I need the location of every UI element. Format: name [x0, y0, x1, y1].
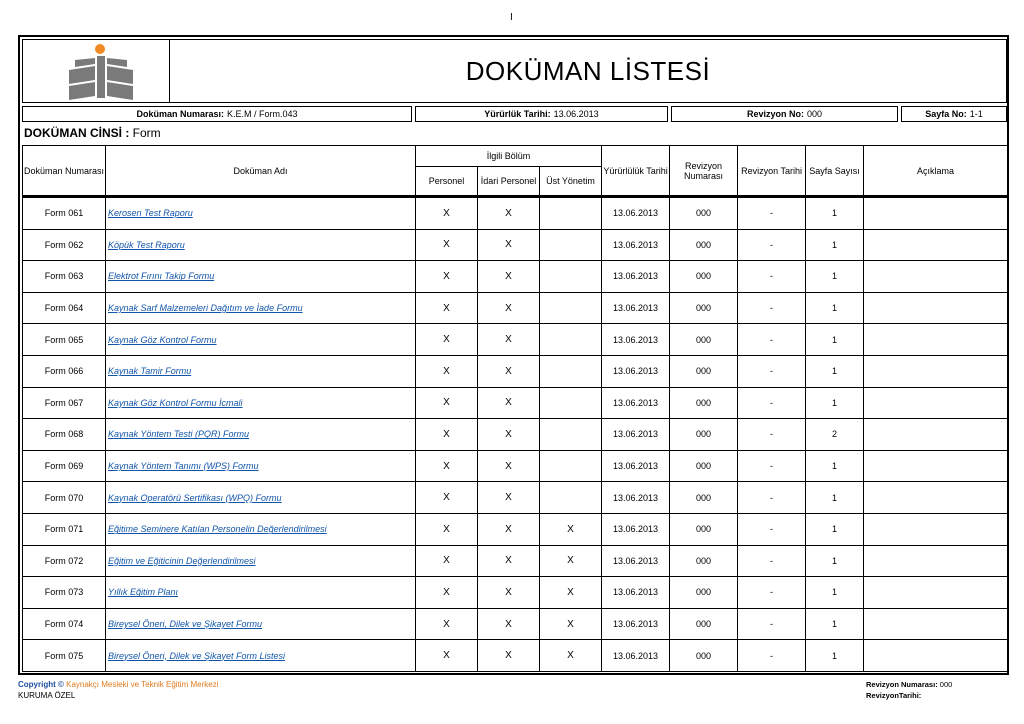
description-cell [864, 355, 1008, 387]
revision-date-cell: - [738, 545, 806, 577]
doc-number-cell: Form 065 [23, 324, 106, 356]
doc-type-value: Form [132, 126, 161, 140]
doc-name-cell [106, 419, 416, 451]
footer-revision-number-label: Revizyon Numarası: [866, 680, 938, 689]
doc-number-cell: Form 062 [23, 229, 106, 261]
admin-personnel-mark: X [478, 545, 540, 577]
table-row [23, 450, 1008, 482]
doc-number-cell [22, 106, 412, 122]
doc-number-value: K.E.M / Form.043 [227, 109, 298, 119]
doc-name-link[interactable]: Köpük Test Raporu [108, 239, 185, 250]
top-management-mark: X [540, 545, 602, 577]
doc-name-link[interactable]: Kerosen Test Raporu [108, 208, 193, 219]
revision-date-cell: - [738, 261, 806, 293]
page-count-cell: 1 [806, 608, 864, 640]
table-row [23, 577, 1008, 609]
doc-number-cell: Form 067 [23, 387, 106, 419]
table-row [23, 482, 1008, 514]
col-revision-no: Revizyon Numarası [670, 146, 738, 197]
revision-number-cell: 000 [670, 577, 738, 609]
footer-right [866, 679, 952, 701]
top-management-mark [540, 355, 602, 387]
logo [23, 40, 170, 102]
doc-name-cell [106, 355, 416, 387]
table-row [23, 261, 1008, 293]
revision-number-cell: 000 [670, 292, 738, 324]
effective-date-value: 13.06.2013 [553, 109, 599, 119]
personnel-mark: X [416, 482, 478, 514]
table-row [23, 419, 1008, 451]
effective-date-cell: 13.06.2013 [602, 419, 670, 451]
col-description: Açıklama [864, 146, 1008, 197]
doc-number-cell: Form 072 [23, 545, 106, 577]
doc-number-cell: Form 074 [23, 608, 106, 640]
col-doc-no: Doküman Numarası [23, 146, 106, 197]
col-personnel: Personel [416, 167, 478, 197]
table-row [23, 640, 1008, 672]
top-management-mark [540, 324, 602, 356]
doc-number-cell: Form 066 [23, 355, 106, 387]
description-cell [864, 640, 1008, 672]
admin-personnel-mark: X [478, 577, 540, 609]
revision-date-cell: - [738, 355, 806, 387]
description-cell [864, 577, 1008, 609]
doc-name-link[interactable]: Kaynak Yöntem Tanımı (WPS) Formu [108, 461, 259, 472]
personnel-mark: X [416, 640, 478, 672]
page-count-cell: 1 [806, 387, 864, 419]
admin-personnel-mark: X [478, 450, 540, 482]
copyright-label: Copyright © [18, 680, 64, 689]
page-count-cell: 1 [806, 197, 864, 230]
doc-name-cell [106, 450, 416, 482]
revision-number-cell: 000 [670, 513, 738, 545]
doc-name-link[interactable]: Kaynak Yöntem Testi (PQR) Formu [108, 429, 250, 440]
effective-date-cell: 13.06.2013 [602, 450, 670, 482]
description-cell [864, 324, 1008, 356]
revision-number-cell: 000 [670, 482, 738, 514]
top-management-mark [540, 482, 602, 514]
table-row [23, 197, 1008, 230]
revision-date-cell: - [738, 292, 806, 324]
page-count-cell: 1 [806, 292, 864, 324]
description-cell [864, 292, 1008, 324]
description-cell [864, 261, 1008, 293]
admin-personnel-mark: X [478, 482, 540, 514]
doc-name-link[interactable]: Eğitim ve Eğiticinin Değerlendirilmesi [108, 555, 256, 566]
table-row [23, 355, 1008, 387]
top-management-mark [540, 292, 602, 324]
revision-number-cell: 000 [670, 608, 738, 640]
revision-number-cell: 000 [670, 355, 738, 387]
revision-date-cell: - [738, 387, 806, 419]
doc-name-cell [106, 608, 416, 640]
effective-date-cell: 13.06.2013 [602, 355, 670, 387]
doc-name-link[interactable]: Elektrot Fırını Takip Formu [108, 271, 215, 282]
doc-name-cell [106, 229, 416, 261]
doc-name-cell [106, 640, 416, 672]
table-row [23, 229, 1008, 261]
organization-name: Kaynakçı Mesleki ve Teknik Eğitim Merkezi [66, 680, 219, 689]
col-doc-name: Doküman Adı [106, 146, 416, 197]
description-cell [864, 197, 1008, 230]
personnel-mark: X [416, 608, 478, 640]
effective-date-cell: 13.06.2013 [602, 292, 670, 324]
top-management-mark: X [540, 640, 602, 672]
revision-number-cell: 000 [670, 261, 738, 293]
top-management-mark: X [540, 577, 602, 609]
revision-number-cell: 000 [670, 545, 738, 577]
doc-name-link[interactable]: Kaynak Operatörü Sertifikası (WPQ) Formu [108, 492, 282, 503]
personnel-mark: X [416, 261, 478, 293]
effective-date-cell: 13.06.2013 [602, 482, 670, 514]
admin-personnel-mark: X [478, 640, 540, 672]
doc-number-cell: Form 068 [23, 419, 106, 451]
effective-date-cell: 13.06.2013 [602, 608, 670, 640]
doc-name-link[interactable]: Kaynak Göz Kontrol Formu İcmali [108, 397, 243, 408]
personnel-mark: X [416, 450, 478, 482]
admin-personnel-mark: X [478, 387, 540, 419]
description-cell [864, 419, 1008, 451]
footer-left [18, 679, 218, 701]
doc-number-cell: Form 073 [23, 577, 106, 609]
admin-personnel-mark: X [478, 324, 540, 356]
doc-name-cell [106, 482, 416, 514]
page-count-cell: 1 [806, 577, 864, 609]
doc-number-cell: Form 070 [23, 482, 106, 514]
doc-name-link[interactable]: Kaynak Sarf Malzemeleri Dağıtım ve İade Formu [108, 303, 303, 314]
description-cell [864, 545, 1008, 577]
revision-date-cell: - [738, 324, 806, 356]
admin-personnel-mark: X [478, 419, 540, 451]
description-cell [864, 608, 1008, 640]
doc-number-label: Doküman Numarası: [136, 109, 224, 119]
effective-date-cell: 13.06.2013 [602, 513, 670, 545]
page-count-cell: 1 [806, 640, 864, 672]
revision-label: Revizyon No: [746, 109, 804, 119]
page-count-cell: 2 [806, 419, 864, 451]
revision-cell [671, 106, 898, 122]
personnel-mark: X [416, 197, 478, 230]
doc-name-cell [106, 387, 416, 419]
doc-name-cell [106, 292, 416, 324]
revision-date-cell: - [738, 419, 806, 451]
document-table [22, 145, 1008, 672]
top-management-mark: X [540, 608, 602, 640]
page-count-cell: 1 [806, 450, 864, 482]
doc-number-cell: Form 064 [23, 292, 106, 324]
col-related-dept: İlgili Bölüm [416, 146, 602, 167]
table-row [23, 387, 1008, 419]
page-count-cell: 1 [806, 513, 864, 545]
admin-personnel-mark: X [478, 261, 540, 293]
col-effective-date: Yürürlülük Tarihi [602, 146, 670, 197]
doc-name-link[interactable]: Bireysel Öneri, Dilek ve Şikayet Formu [108, 619, 263, 630]
personnel-mark: X [416, 292, 478, 324]
revision-date-cell: - [738, 608, 806, 640]
top-management-mark: X [540, 513, 602, 545]
doc-name-link[interactable]: Kaynak Göz Kontrol Formu [108, 334, 217, 345]
revision-number-cell: 000 [670, 640, 738, 672]
revision-date-cell: - [738, 640, 806, 672]
revision-value: 000 [806, 109, 823, 119]
table-row [23, 292, 1008, 324]
top-management-mark [540, 419, 602, 451]
page-number-cell [901, 106, 1007, 122]
admin-personnel-mark: X [478, 292, 540, 324]
revision-number-cell: 000 [670, 419, 738, 451]
effective-date-cell: 13.06.2013 [602, 261, 670, 293]
page-count-cell: 1 [806, 545, 864, 577]
footer-revision-number-value: 000 [939, 680, 953, 689]
description-cell [864, 450, 1008, 482]
document-frame [18, 35, 1009, 675]
effective-date-cell: 13.06.2013 [602, 324, 670, 356]
effective-date-cell: 13.06.2013 [602, 197, 670, 230]
col-admin-personnel: İdari Personel [478, 167, 540, 197]
footer-revision-date-label: RevizyonTarihi: [866, 691, 922, 700]
doc-name-cell [106, 261, 416, 293]
col-top-management: Üst Yönetim [540, 167, 602, 197]
page-count-cell: 1 [806, 324, 864, 356]
top-management-mark [540, 197, 602, 230]
revision-number-cell: 000 [670, 387, 738, 419]
doc-number-cell: Form 075 [23, 640, 106, 672]
revision-date-cell: - [738, 577, 806, 609]
page-mark: I [510, 12, 513, 23]
page-count-cell: 1 [806, 229, 864, 261]
admin-personnel-mark: X [478, 197, 540, 230]
doc-name-cell [106, 545, 416, 577]
doc-name-link[interactable]: Yıllık Eğitim Planı [108, 587, 179, 598]
admin-personnel-mark: X [478, 355, 540, 387]
description-cell [864, 482, 1008, 514]
personnel-mark: X [416, 577, 478, 609]
top-management-mark [540, 450, 602, 482]
doc-name-cell [106, 197, 416, 230]
revision-number-cell: 000 [670, 450, 738, 482]
personnel-mark: X [416, 355, 478, 387]
revision-date-cell: - [738, 513, 806, 545]
document-header [22, 39, 1007, 103]
revision-date-cell: - [738, 450, 806, 482]
top-management-mark [540, 387, 602, 419]
effective-date-cell [415, 106, 668, 122]
effective-date-cell: 13.06.2013 [602, 640, 670, 672]
doc-number-cell: Form 071 [23, 513, 106, 545]
personnel-mark: X [416, 419, 478, 451]
table-body [23, 197, 1008, 672]
personnel-mark: X [416, 513, 478, 545]
personnel-mark: X [416, 545, 478, 577]
doc-name-cell [106, 577, 416, 609]
col-revision-date: Revizyon Tarihi [738, 146, 806, 197]
doc-type [24, 126, 161, 140]
revision-number-cell: 000 [670, 229, 738, 261]
top-management-mark [540, 261, 602, 293]
page-value: 1-1 [969, 109, 983, 119]
revision-date-cell: - [738, 229, 806, 261]
col-page-count: Sayfa Sayısı [806, 146, 864, 197]
revision-date-cell: - [738, 482, 806, 514]
admin-personnel-mark: X [478, 608, 540, 640]
admin-personnel-mark: X [478, 513, 540, 545]
logo-icon [23, 40, 169, 102]
admin-personnel-mark: X [478, 229, 540, 261]
page-label: Sayfa No: [925, 109, 967, 119]
effective-date-cell: 13.06.2013 [602, 577, 670, 609]
revision-number-cell: 000 [670, 197, 738, 230]
revision-number-cell: 000 [670, 324, 738, 356]
doc-name-cell [106, 513, 416, 545]
doc-type-label: DOKÜMAN CİNSİ : [24, 126, 130, 140]
doc-name-cell [106, 324, 416, 356]
doc-number-cell: Form 069 [23, 450, 106, 482]
description-cell [864, 513, 1008, 545]
personnel-mark: X [416, 324, 478, 356]
effective-date-label: Yürürlük Tarihi: [484, 109, 551, 119]
table-row [23, 608, 1008, 640]
table-row [23, 545, 1008, 577]
personnel-mark: X [416, 229, 478, 261]
personnel-mark: X [416, 387, 478, 419]
doc-name-link[interactable]: Kaynak Tamir Formu [108, 366, 192, 377]
doc-number-cell: Form 063 [23, 261, 106, 293]
page-count-cell: 1 [806, 482, 864, 514]
document-title: DOKÜMAN LİSTESİ [465, 55, 711, 86]
top-management-mark [540, 229, 602, 261]
doc-name-link[interactable]: Bireysel Öneri, Dilek ve Şikayet Form Listesi [108, 650, 286, 661]
classification: KURUMA ÖZEL [18, 691, 76, 700]
revision-date-cell: - [738, 197, 806, 230]
table-row [23, 513, 1008, 545]
doc-name-link[interactable]: Eğitime Seminere Katılan Personelin Değerlendirilmesi [108, 524, 327, 535]
effective-date-cell: 13.06.2013 [602, 545, 670, 577]
page-count-cell: 1 [806, 261, 864, 293]
table-row [23, 324, 1008, 356]
effective-date-cell: 13.06.2013 [602, 387, 670, 419]
meta-bar [22, 106, 1007, 122]
doc-number-cell: Form 061 [23, 197, 106, 230]
description-cell [864, 229, 1008, 261]
page-count-cell: 1 [806, 355, 864, 387]
effective-date-cell: 13.06.2013 [602, 229, 670, 261]
description-cell [864, 387, 1008, 419]
